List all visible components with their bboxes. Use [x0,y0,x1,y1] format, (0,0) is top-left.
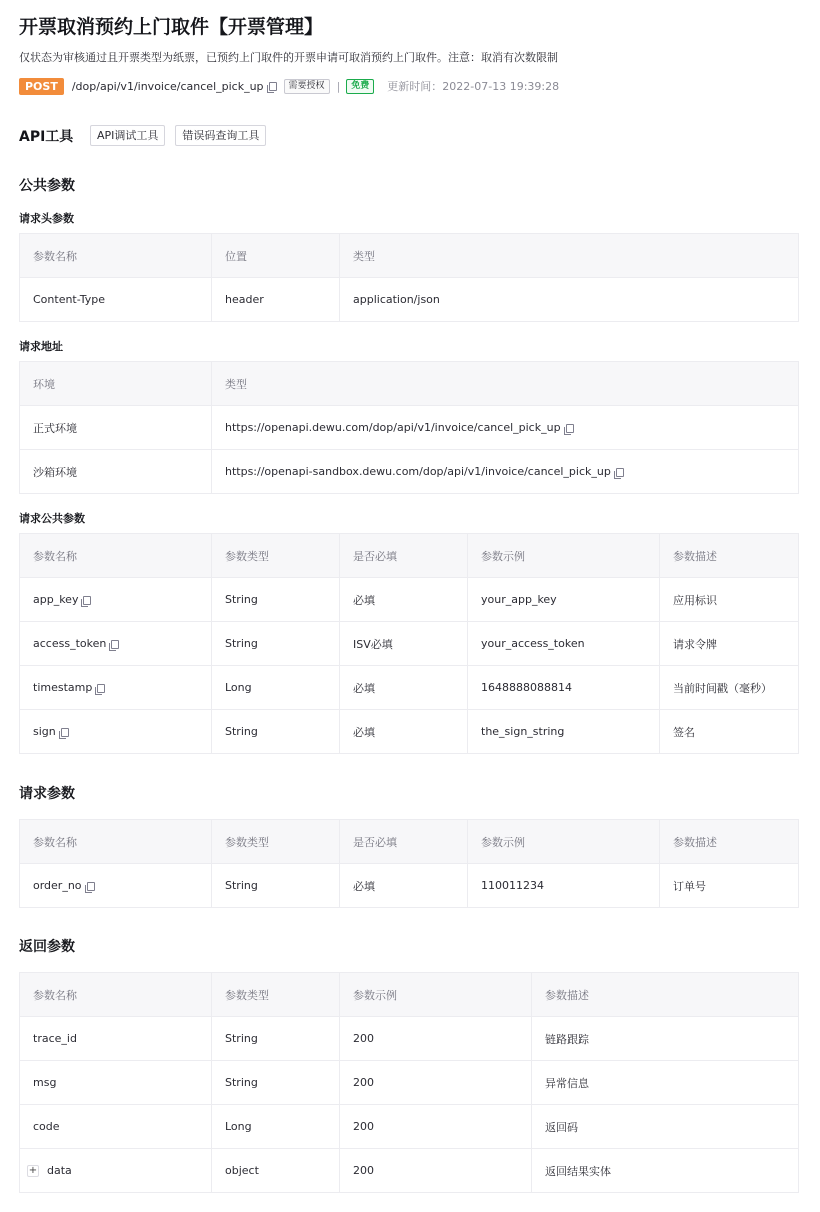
table-row [20,1017,799,1061]
param-desc: 签名 [660,710,799,754]
param-desc: 链路跟踪 [532,1017,799,1061]
page-description: 仅状态为审核通过且开票类型为纸票，已预约上门取件的开票申请可取消预约上门取件。注意：取消有次数限制 [19,51,558,64]
table-row [20,1105,799,1149]
param-name: data [47,1164,72,1177]
request-params-heading: 请求参数 [19,786,75,802]
column-header: 是否必填 [340,534,468,578]
address-heading: 请求地址 [19,340,63,353]
table-row [20,450,799,494]
copy-icon[interactable] [111,640,119,649]
param-type: String [212,578,340,622]
table-header-row [20,820,799,864]
param-name: msg [33,1076,57,1089]
table-row [20,406,799,450]
param-desc: 异常信息 [532,1061,799,1105]
column-header: 参数类型 [212,973,340,1017]
env-url: https://openapi-sandbox.dewu.com/dop/api/v1/invoice/cancel_pick_up [225,465,611,478]
response-params-heading: 返回参数 [19,939,75,955]
param-type: String [212,1061,340,1105]
endpoint-meta [19,77,559,95]
param-required: 必填 [340,864,468,908]
env-url: https://openapi.dewu.com/dop/api/v1/invoice/cancel_pick_up [225,421,561,434]
table-row [20,578,799,622]
error-code-button[interactable]: 错误码查询工具 [175,125,266,146]
meta-separator: | [336,79,341,93]
copy-icon[interactable] [83,596,91,605]
param-desc: 返回结果实体 [532,1149,799,1193]
param-name-cell [20,622,212,666]
column-header: 参数描述 [660,820,799,864]
free-badge: 免费 [346,79,374,94]
table-header-row [20,973,799,1017]
http-method-badge: POST [19,78,64,95]
env-url-cell [212,450,799,494]
param-type: Long [212,1105,340,1149]
param-name: sign [33,725,56,738]
env-name: 正式环境 [20,406,212,450]
param-name: Content-Type [20,278,212,322]
param-desc: 当前时间戳（毫秒） [660,666,799,710]
api-debug-button[interactable]: API调试工具 [90,125,165,146]
param-example: 200 [340,1149,532,1193]
param-name-cell [20,1017,212,1061]
api-tools-label: API工具 [19,128,74,145]
param-example: your_access_token [468,622,660,666]
copy-icon[interactable] [97,684,105,693]
param-name: timestamp [33,681,93,694]
param-name-cell [20,578,212,622]
table-row [20,666,799,710]
param-type: String [212,1017,340,1061]
param-required: ISV必填 [340,622,468,666]
param-desc: 返回码 [532,1105,799,1149]
request-params-table [19,819,799,908]
column-header: 参数示例 [468,534,660,578]
param-type: String [212,710,340,754]
response-params-table [19,972,799,1193]
table-row [20,1061,799,1105]
param-example: 200 [340,1017,532,1061]
header-params-table [19,233,799,322]
column-header: 参数名称 [20,820,212,864]
copy-icon[interactable] [87,882,95,891]
copy-icon[interactable] [616,468,624,477]
param-example: 200 [340,1105,532,1149]
column-header: 参数描述 [532,973,799,1017]
param-name-cell [20,1061,212,1105]
param-name-cell [20,666,212,710]
table-row [20,278,799,322]
param-name: code [33,1120,60,1133]
param-desc: 订单号 [660,864,799,908]
param-example: 1648888088814 [468,666,660,710]
param-type: Long [212,666,340,710]
column-header: 参数类型 [212,534,340,578]
param-example: your_app_key [468,578,660,622]
copy-icon[interactable] [61,728,69,737]
column-header: 是否必填 [340,820,468,864]
common-params-heading: 请求公共参数 [19,512,85,525]
column-header: 环境 [20,362,212,406]
param-name-cell [20,1149,212,1193]
env-url-cell [212,406,799,450]
param-type: application/json [340,278,799,322]
public-params-heading: 公共参数 [19,178,75,194]
param-type: String [212,864,340,908]
param-name-cell [20,1105,212,1149]
param-name: trace_id [33,1032,77,1045]
column-header: 参数示例 [340,973,532,1017]
column-header: 参数名称 [20,973,212,1017]
column-header: 类型 [212,362,799,406]
param-desc: 应用标识 [660,578,799,622]
table-row [20,1149,799,1193]
param-required: 必填 [340,578,468,622]
column-header: 参数名称 [20,534,212,578]
column-header: 参数类型 [212,820,340,864]
table-header-row [20,362,799,406]
copy-icon[interactable] [566,424,574,433]
param-example: 110011234 [468,864,660,908]
param-example: the_sign_string [468,710,660,754]
param-name-cell [20,864,212,908]
param-name: order_no [33,879,82,892]
param-required: 必填 [340,710,468,754]
column-header: 参数描述 [660,534,799,578]
param-type: String [212,622,340,666]
column-header: 参数名称 [20,234,212,278]
table-row [20,864,799,908]
expand-icon[interactable]: + [28,1165,38,1176]
env-name: 沙箱环境 [20,450,212,494]
param-desc: 请求令牌 [660,622,799,666]
column-header: 参数示例 [468,820,660,864]
column-header: 位置 [212,234,340,278]
param-name: app_key [33,593,79,606]
param-location: header [212,278,340,322]
common-params-table [19,533,799,754]
table-header-row [20,234,799,278]
column-header: 类型 [340,234,799,278]
address-table [19,361,799,494]
header-params-heading: 请求头参数 [19,212,74,225]
table-row [20,710,799,754]
updated-time: 更新时间：2022-07-13 19:39:28 [387,80,560,93]
param-name-cell [20,710,212,754]
page-title: 开票取消预约上门取件【开票管理】 [19,16,324,38]
param-name: access_token [33,637,107,650]
table-row [20,622,799,666]
auth-required-badge: 需要授权 [284,79,330,94]
param-type: object [212,1149,340,1193]
endpoint-path: /dop/api/v1/invoice/cancel_pick_up [71,79,264,93]
table-header-row [20,534,799,578]
param-required: 必填 [340,666,468,710]
api-tools [19,125,276,146]
copy-icon[interactable] [269,82,277,91]
param-example: 200 [340,1061,532,1105]
